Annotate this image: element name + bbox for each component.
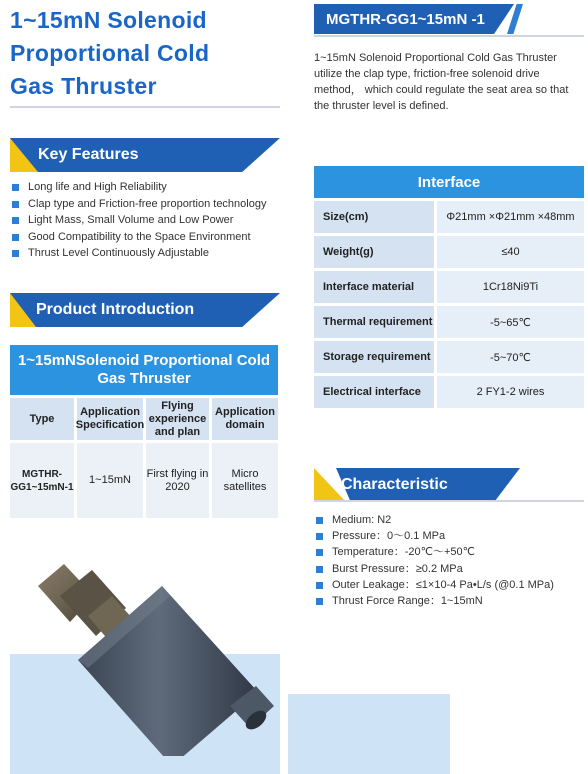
list-item: Thrust Force Range：1~15mN (314, 593, 586, 609)
product-intro-heading: Product Introduction (36, 301, 195, 318)
table-value-cell: -5~70℃ (437, 341, 584, 373)
key-features-accent-icon (10, 138, 38, 172)
product-table-grid (10, 398, 278, 518)
interface-table-title: Interface (314, 166, 584, 198)
title-line-3: Gas Thruster (10, 73, 157, 99)
table-value-cell: 2 FY1-2 wires (437, 376, 584, 408)
list-item: Light Mass, Small Volume and Low Power (10, 212, 290, 229)
model-banner-label: MGTHR-GG1~15mN -1 (326, 10, 485, 28)
model-banner (314, 4, 534, 34)
list-item: Clap type and Friction-free proportion technology (10, 196, 290, 213)
key-features-list (10, 179, 290, 262)
table-row (314, 236, 584, 268)
table-key-cell: Electrical interface (314, 376, 434, 408)
key-features-banner (10, 138, 280, 172)
product-description: 1~15mN Solenoid Proportional Cold Gas Thruster utilize the clap type, friction-free solenoid drive method， which could regulate the seat area so that the thruster level is defined. (314, 52, 569, 112)
product-table (10, 345, 278, 518)
model-banner-underline (314, 35, 584, 37)
list-item: Outer Leakage：≤1×10-4 Pa•L/s (@0.1 MPa) (314, 577, 586, 593)
characteristic-banner (314, 468, 584, 502)
product-table-title: 1~15mNSolenoid Proportional Cold Gas Thruster (10, 345, 278, 395)
table-header-cell: Type (10, 398, 74, 440)
table-row (314, 306, 584, 338)
table-key-cell: Storage requirement (314, 341, 434, 373)
characteristic-list (314, 512, 586, 609)
table-row (314, 201, 584, 233)
table-header-cell: Application domain (212, 398, 278, 440)
table-value-cell: 1Cr18Ni9Ti (437, 271, 584, 303)
title-line-1: 1~15mN Solenoid (10, 7, 207, 33)
column-domain (212, 398, 278, 518)
table-key-cell: Size(cm) (314, 201, 434, 233)
product-intro-banner (10, 293, 280, 327)
title-line-2: Proportional Cold (10, 40, 210, 66)
list-item: Thrust Level Continuously Adjustable (10, 245, 290, 262)
table-row (314, 271, 584, 303)
table-value-cell: -5~65℃ (437, 306, 584, 338)
product-intro-accent-icon (10, 293, 36, 327)
column-spec (77, 398, 143, 518)
table-header-cell: Application Specification (77, 398, 143, 440)
table-key-cell: Interface material (314, 271, 434, 303)
page-title (10, 4, 300, 103)
column-flying (146, 398, 209, 518)
list-item: Medium: N2 (314, 512, 586, 528)
key-features-heading: Key Features (38, 146, 139, 163)
title-underline (10, 106, 280, 108)
list-item: Temperature：-20℃〜+50℃ (314, 544, 586, 560)
list-item: Burst Pressure：≥0.2 MPa (314, 561, 586, 577)
table-cell: 1~15mN (77, 443, 143, 518)
list-item: Long life and High Reliability (10, 179, 290, 196)
table-key-cell: Thermal requirement (314, 306, 434, 338)
table-value-cell: Φ21mm ×Φ21mm ×48mm (437, 201, 584, 233)
thruster-product-image (30, 556, 280, 756)
characteristic-underline (314, 500, 584, 502)
interface-table (314, 166, 584, 408)
table-value-cell: ≤40 (437, 236, 584, 268)
decorative-panel (288, 694, 450, 774)
characteristic-heading: Characteristic (341, 476, 448, 493)
table-header-cell: Flying experience and plan (146, 398, 209, 440)
list-item: Pressure：0〜0.1 MPa (314, 528, 586, 544)
table-row (314, 341, 584, 373)
table-cell: First flying in 2020 (146, 443, 209, 518)
table-key-cell: Weight(g) (314, 236, 434, 268)
column-type (10, 398, 74, 518)
table-cell: Micro satellites (212, 443, 278, 518)
table-row (314, 376, 584, 408)
table-cell: MGTHR-GG1~15mN-1 (10, 443, 74, 518)
list-item: Good Compatibility to the Space Environment (10, 229, 290, 246)
